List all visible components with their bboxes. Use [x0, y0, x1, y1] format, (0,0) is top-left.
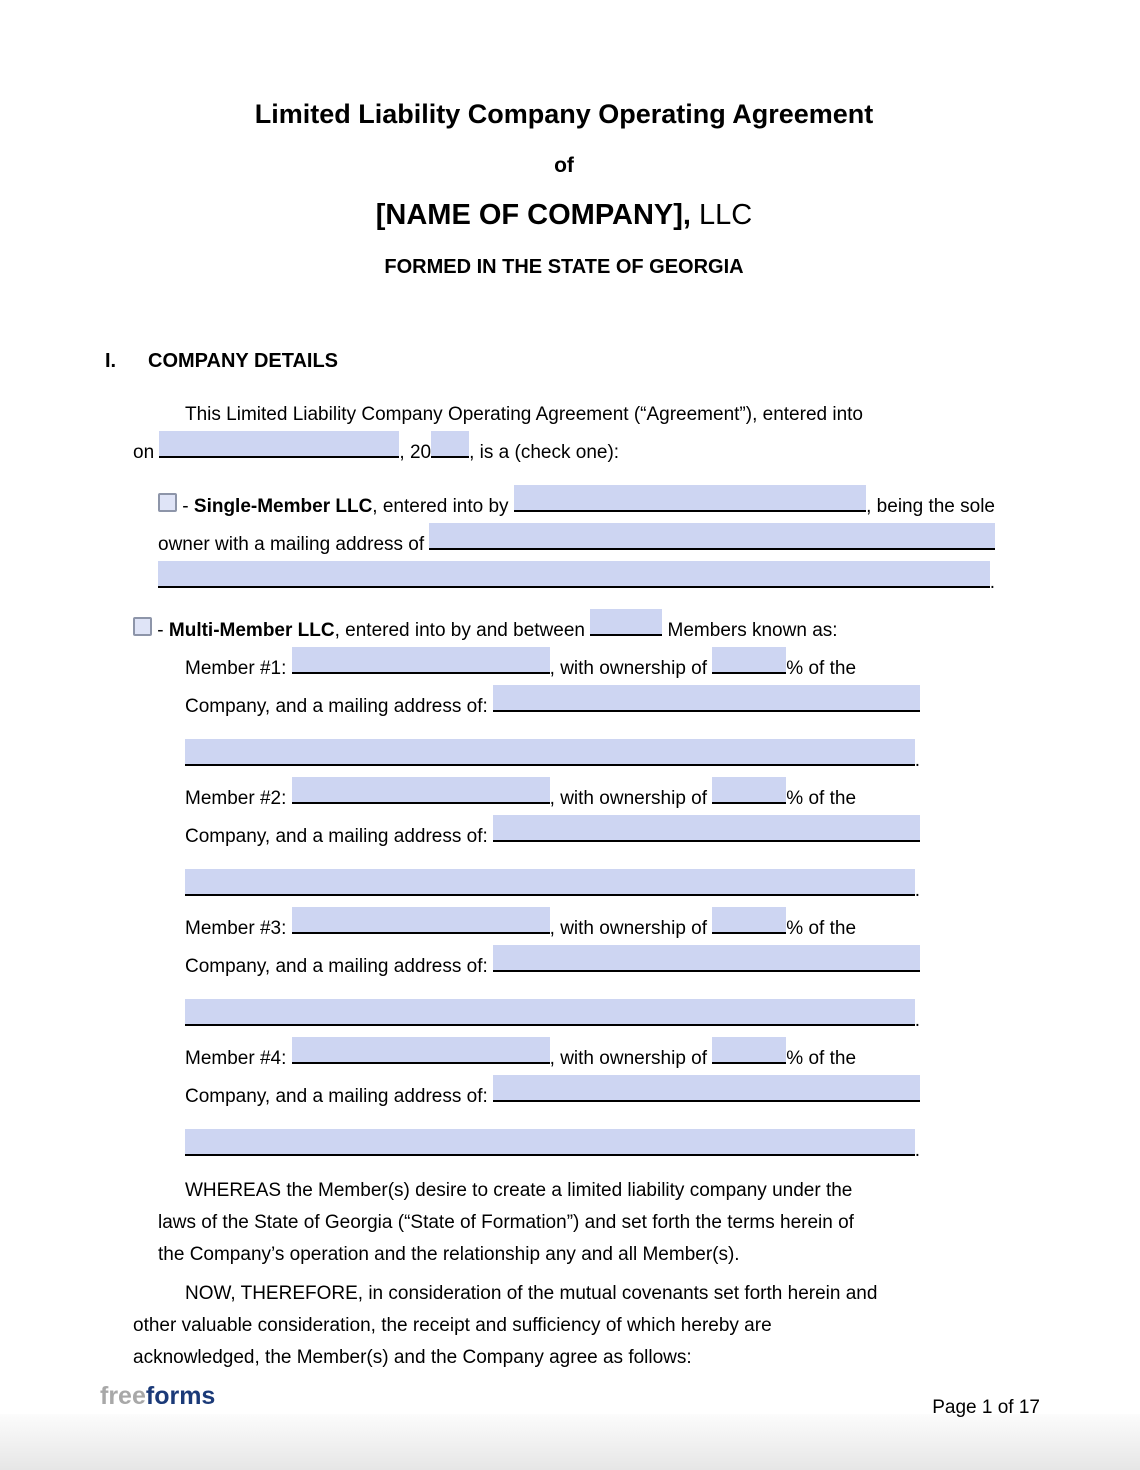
- member-block-4: [185, 1037, 920, 1167]
- known-as-text: Members known as:: [662, 620, 838, 641]
- member-1-line-1: [185, 647, 920, 685]
- member-3-name-field[interactable]: [292, 907, 550, 934]
- date-label: on: [133, 442, 160, 463]
- member-label: Member #1:: [185, 658, 292, 679]
- member-2-name-field[interactable]: [292, 777, 550, 804]
- owner-address-label: owner with a mailing address of: [158, 534, 430, 555]
- members-list: [185, 647, 920, 1167]
- multi-member-checkbox[interactable]: [133, 617, 152, 636]
- member-block-2: [185, 777, 920, 907]
- member-label: Member #3:: [185, 918, 292, 939]
- company-llc-suffix: LLC: [690, 199, 753, 231]
- title-of: of: [554, 154, 574, 177]
- member-3-line-2: [185, 945, 920, 983]
- member-4-address-field-2[interactable]: [185, 1129, 915, 1156]
- member-4-line-2: [185, 1075, 920, 1113]
- section-heading: [105, 347, 995, 375]
- member-address-label: Company, and a mailing address of:: [185, 956, 494, 977]
- period-text: .: [914, 1140, 920, 1161]
- period-text: .: [989, 572, 995, 593]
- now-line-1: NOW, THEREFORE, in consideration of the mutual covenants set forth herein and: [185, 1283, 878, 1304]
- percent-text: % of the: [786, 788, 857, 809]
- period-text: .: [914, 750, 920, 771]
- whereas-paragraph: [158, 1175, 995, 1271]
- entered-by-text: , entered into by: [372, 496, 514, 517]
- member-2-ownership-field[interactable]: [712, 777, 786, 804]
- page-number: Page 1 of 17: [932, 1397, 1040, 1418]
- check-one-text: , is a (check one):: [469, 442, 620, 463]
- ownership-text: , with ownership of: [549, 658, 713, 679]
- dash-text: -: [177, 496, 194, 517]
- agreement-year-field[interactable]: [431, 431, 469, 458]
- member-2-line-2: [185, 815, 920, 853]
- member-4-address-field-1[interactable]: [493, 1075, 920, 1102]
- whereas-line-1: WHEREAS the Member(s) desire to create a limited liability company under the: [185, 1180, 853, 1201]
- member-3-line-3: [185, 999, 920, 1037]
- ownership-text: , with ownership of: [549, 788, 713, 809]
- member-1-ownership-field[interactable]: [712, 647, 786, 674]
- single-member-checkbox[interactable]: [158, 493, 177, 512]
- footer-gradient-band: [0, 1414, 1140, 1470]
- whereas-line-2: laws of the State of Georgia (“State of Formation”) and set forth the terms herein of: [158, 1212, 854, 1233]
- year-prefix: , 20: [399, 442, 432, 463]
- agreement-date-field[interactable]: [159, 431, 399, 458]
- dash-text: -: [152, 620, 169, 641]
- member-address-label: Company, and a mailing address of:: [185, 826, 494, 847]
- freeforms-logo: [100, 1382, 215, 1410]
- single-member-line-1: [158, 485, 995, 523]
- single-member-name-field[interactable]: [514, 485, 866, 512]
- member-1-name-field[interactable]: [292, 647, 550, 674]
- member-3-address-field-2[interactable]: [185, 999, 915, 1026]
- member-1-address-field-1[interactable]: [493, 685, 920, 712]
- member-3-line-1: [185, 907, 920, 945]
- member-count-field[interactable]: [590, 609, 662, 636]
- period-text: .: [914, 880, 920, 901]
- company-name-line: [133, 195, 995, 235]
- member-4-line-3: [185, 1129, 920, 1167]
- member-4-line-1: [185, 1037, 920, 1075]
- period-text: .: [914, 1010, 920, 1031]
- intro-line-2: [133, 431, 995, 469]
- ownership-text: , with ownership of: [549, 918, 713, 939]
- member-block-1: [185, 647, 920, 777]
- single-member-address-field-1[interactable]: [429, 523, 995, 550]
- single-member-line-2: [158, 523, 995, 561]
- member-1-address-field-2[interactable]: [185, 739, 915, 766]
- member-1-line-3: [185, 739, 920, 777]
- between-text: , entered into by and between: [334, 620, 591, 641]
- member-address-label: Company, and a mailing address of:: [185, 1086, 494, 1107]
- single-member-address-field-2[interactable]: [158, 561, 990, 588]
- multi-member-line: [133, 609, 995, 647]
- member-4-name-field[interactable]: [292, 1037, 550, 1064]
- logo-free-text: free: [100, 1382, 146, 1410]
- section-title: COMPANY DETAILS: [148, 350, 339, 372]
- member-2-line-3: [185, 869, 920, 907]
- logo-forms-text: forms: [145, 1382, 216, 1410]
- member-4-ownership-field[interactable]: [712, 1037, 786, 1064]
- section-number: I.: [105, 350, 117, 372]
- now-line-2: other valuable consideration, the receipt and sufficiency of which hereby are: [133, 1315, 772, 1336]
- percent-text: % of the: [786, 1048, 857, 1069]
- member-3-ownership-field[interactable]: [712, 907, 786, 934]
- member-address-label: Company, and a mailing address of:: [185, 696, 494, 717]
- percent-text: % of the: [786, 918, 857, 939]
- single-member-label: Single-Member LLC: [193, 496, 373, 517]
- single-member-line-3: [158, 561, 995, 599]
- intro-line-1: This Limited Liability Company Operating Agreement (“Agreement”), entered into: [185, 404, 863, 425]
- being-sole-text: , being the sole: [866, 496, 995, 517]
- member-2-address-field-2[interactable]: [185, 869, 915, 896]
- company-name-placeholder: [NAME OF COMPANY],: [375, 199, 691, 231]
- document-title: Limited Liability Company Operating Agreement: [254, 99, 874, 129]
- percent-text: % of the: [786, 658, 857, 679]
- member-3-address-field-1[interactable]: [493, 945, 920, 972]
- single-member-section: [158, 485, 995, 599]
- now-line-3: acknowledged, the Member(s) and the Company agree as follows:: [133, 1347, 692, 1368]
- member-block-3: [185, 907, 920, 1037]
- member-1-line-2: [185, 685, 920, 723]
- member-label: Member #2:: [185, 788, 292, 809]
- formed-state-line: FORMED IN THE STATE OF GEORGIA: [384, 256, 744, 278]
- member-label: Member #4:: [185, 1048, 292, 1069]
- member-2-line-1: [185, 777, 920, 815]
- whereas-line-3: the Company’s operation and the relationship any and all Member(s).: [158, 1244, 740, 1265]
- intro-paragraph: [133, 399, 995, 469]
- member-2-address-field-1[interactable]: [493, 815, 920, 842]
- multi-member-label: Multi-Member LLC: [168, 620, 335, 641]
- now-therefore-paragraph: [133, 1278, 995, 1374]
- ownership-text: , with ownership of: [549, 1048, 713, 1069]
